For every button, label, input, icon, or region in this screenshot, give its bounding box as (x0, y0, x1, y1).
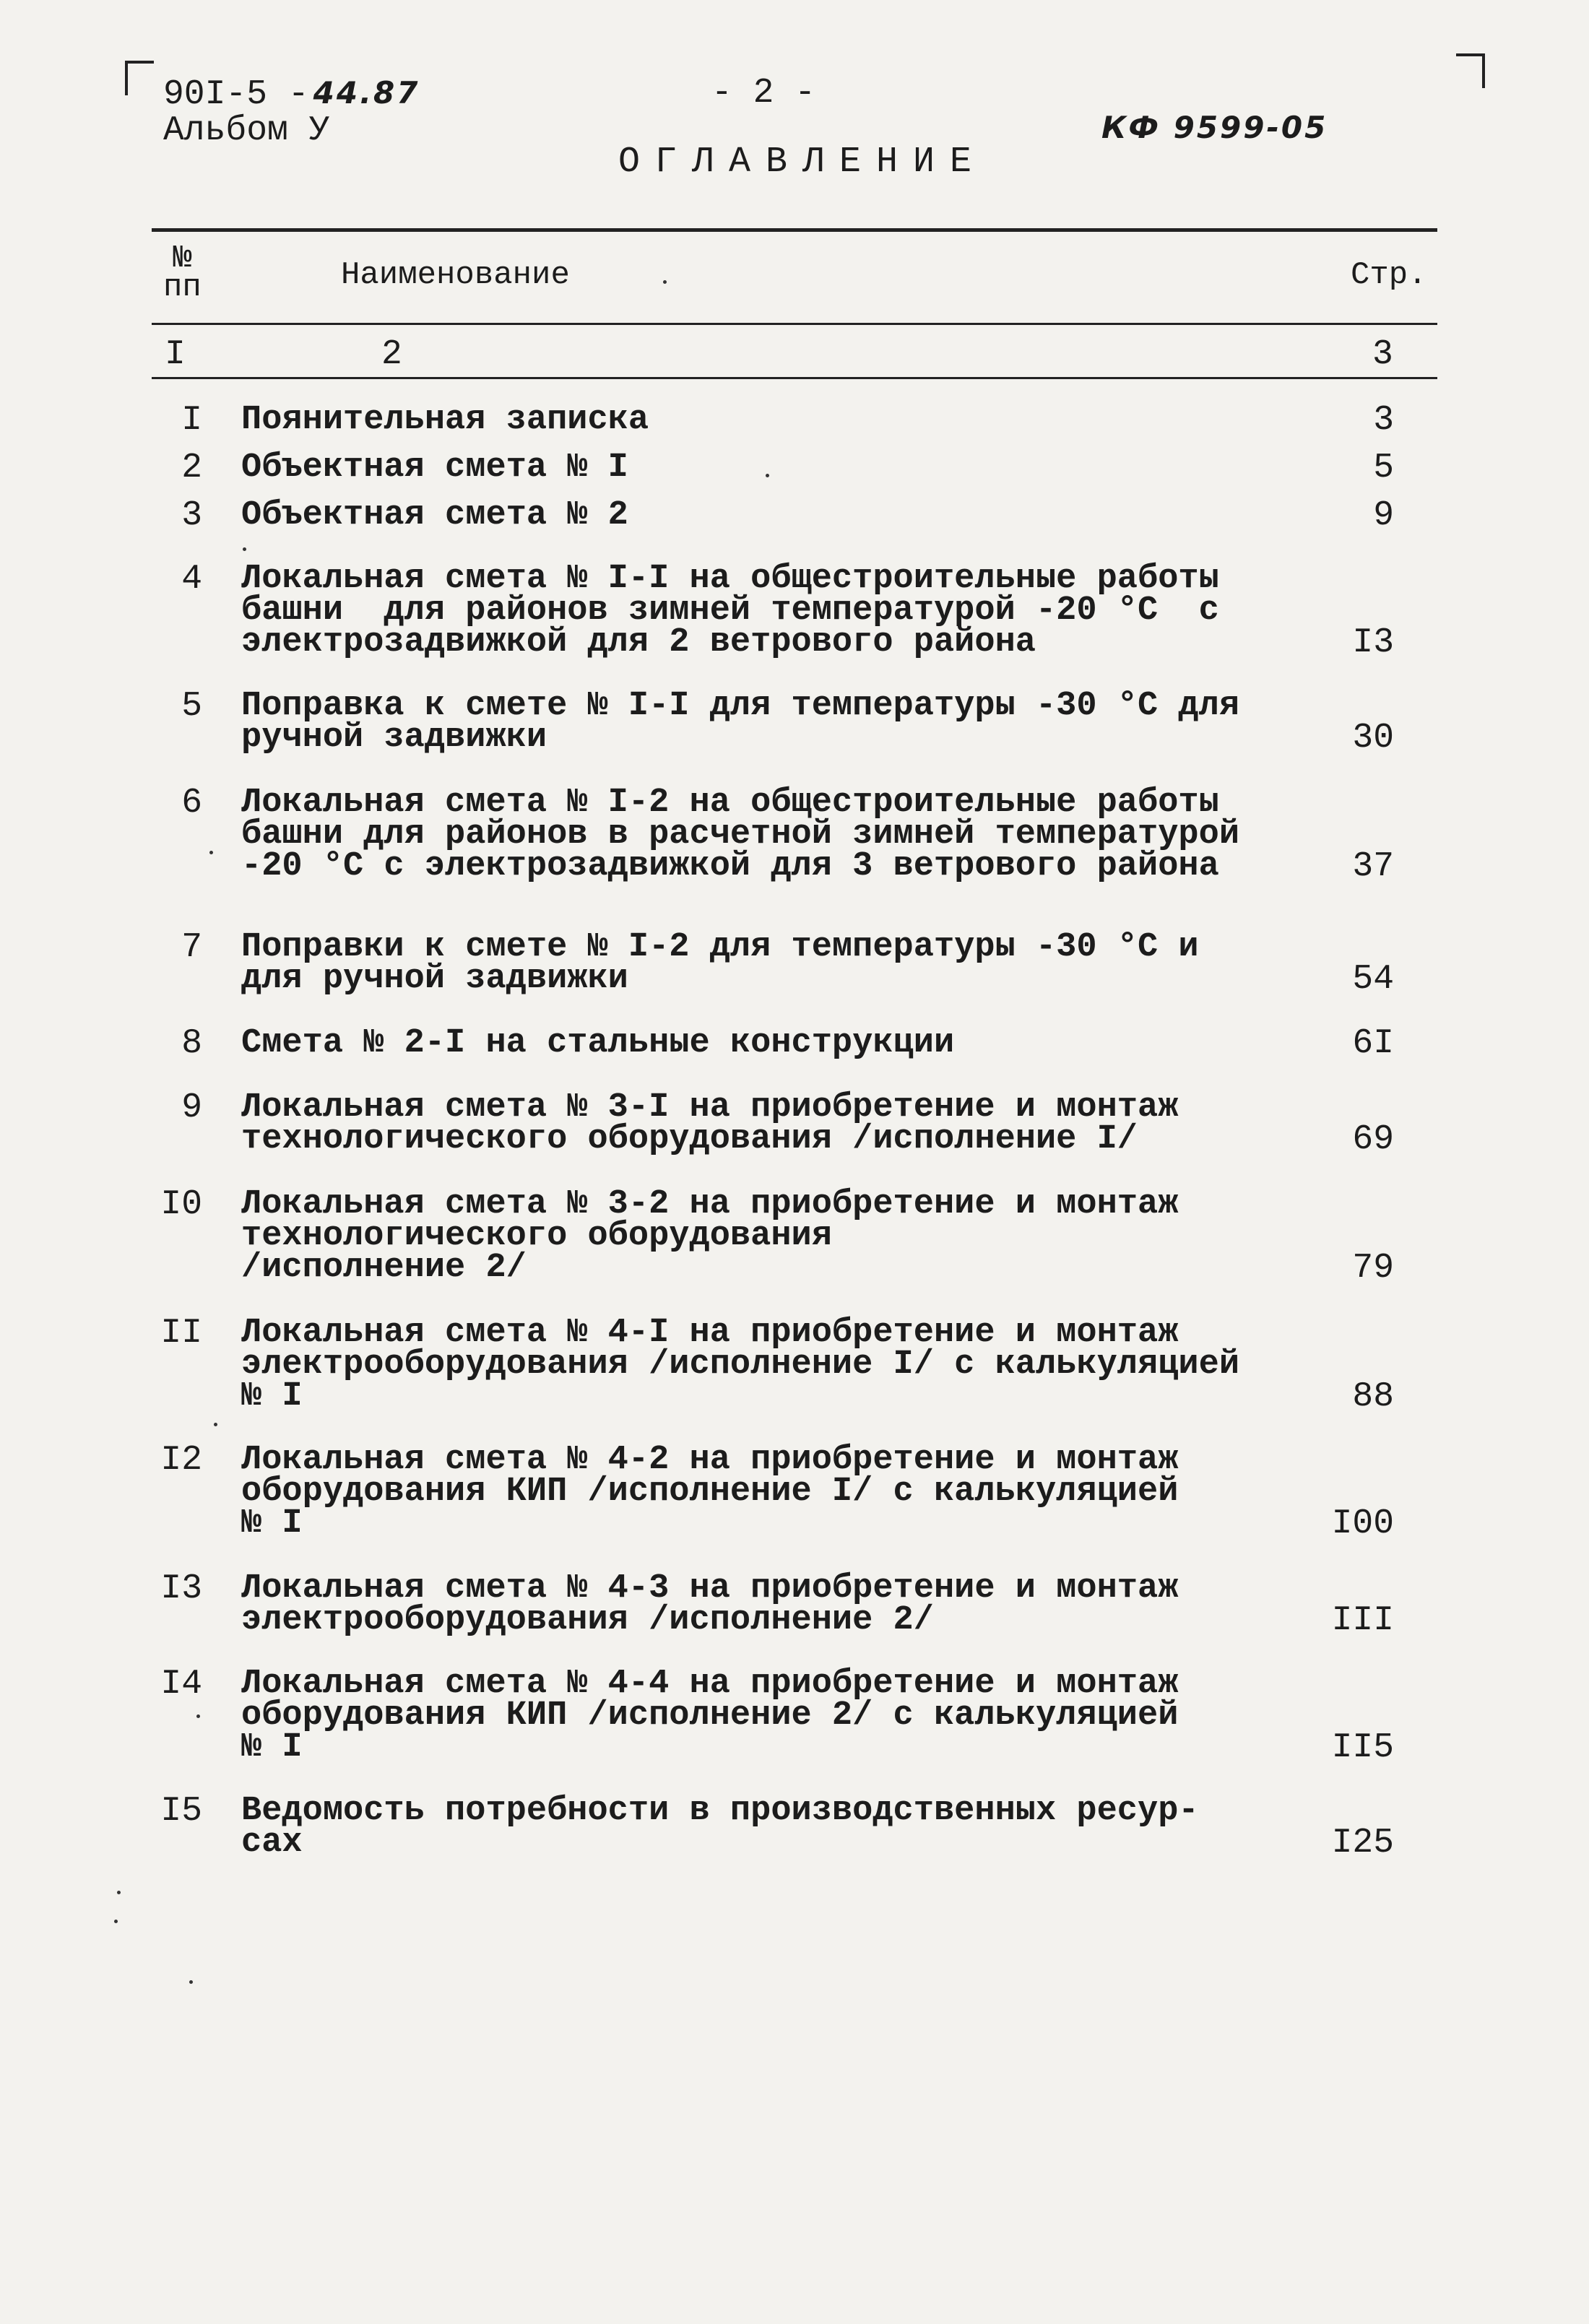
entry-title: Локальная смета № I-2 на общестроительные работы башни для районов в расчетной зимней температурой -20 °С с электрозадвижкой для 3 ветрового района (241, 784, 1240, 885)
entry-title: Локальная смета № I-I на общестроительные работы башни для районов зимней температурой -20 °С с электрозадвижкой для 2 ветрового района (241, 560, 1219, 662)
corner-mark-top-left (125, 61, 154, 95)
entry-title: Локальная смета № 3-2 на приобретение и монтаж технологического оборудования /исполнение 2/ (241, 1185, 1179, 1287)
entry-number: I5 (160, 1792, 202, 1831)
entry-title: Объектная смета № 2 (241, 496, 628, 534)
entry-page: 30 (1352, 719, 1394, 758)
col-name-header: Наименование (341, 257, 570, 293)
scan-speck (209, 851, 213, 854)
entry-number: 8 (181, 1024, 202, 1063)
entry-title: Локальная смета № 3-I на приобретение и монтаж технологического оборудования /исполнение I/ (241, 1088, 1179, 1158)
scan-speck (114, 1920, 118, 1923)
entry-number: 4 (181, 560, 202, 599)
entry-page: 3 (1373, 401, 1394, 440)
corner-mark-top-right (1456, 53, 1485, 88)
entry-number: I3 (160, 1569, 202, 1608)
entry-title: Смета № 2-I на стальные конструкции (241, 1024, 955, 1062)
entry-title: Ведомость потребности в производственных ресур- сах (241, 1792, 1199, 1862)
doc-code-typed: 90I-5 - (163, 75, 309, 114)
scan-speck (117, 1891, 121, 1894)
handwritten-stamp: КФ 9599-05 (1101, 110, 1328, 145)
entry-page: 88 (1352, 1377, 1394, 1416)
table-top-rule (152, 228, 1437, 232)
page-number: - 2 - (711, 74, 816, 113)
entry-page: III (1331, 1601, 1394, 1640)
entry-title: Поправка к смете № I-I для температуры -30 °С для ручной задвижки (241, 687, 1240, 757)
entry-page: I00 (1331, 1504, 1394, 1543)
entry-page: I25 (1331, 1824, 1394, 1863)
entry-page: 69 (1352, 1120, 1394, 1159)
scan-speck (196, 1714, 200, 1718)
scan-speck (189, 1980, 193, 1984)
entry-title: Локальная смета № 4-I на приобретение и монтаж электрооборудования /исполнение I/ с калькуляцией № I (241, 1314, 1240, 1415)
entry-page: 9 (1373, 496, 1394, 535)
entry-number: I4 (160, 1665, 202, 1704)
col-index-1: I (165, 335, 186, 374)
entry-number: 7 (181, 928, 202, 967)
doc-code-handwritten: 44.87 (313, 75, 420, 110)
col-num-header-line1: № (173, 240, 192, 277)
entry-page: I3 (1352, 623, 1394, 662)
scan-speck (663, 280, 667, 284)
col-num-header (163, 240, 202, 305)
col-num-header-line2: пп (163, 269, 202, 305)
scan-speck (214, 1423, 217, 1426)
entry-number: 6 (181, 784, 202, 823)
entry-number: 5 (181, 687, 202, 726)
entry-number: I0 (160, 1185, 202, 1224)
col-page-header: Стр. (1351, 257, 1427, 293)
col-index-3: 3 (1372, 335, 1393, 374)
scan-speck (766, 474, 769, 477)
entry-page: II5 (1331, 1728, 1394, 1767)
entry-number: I2 (160, 1441, 202, 1480)
table-header-rule (152, 323, 1437, 325)
doc-code (163, 75, 420, 114)
entry-page: 37 (1352, 847, 1394, 886)
entry-title: Объектная смета № I (241, 448, 628, 487)
entry-number: I (181, 401, 202, 440)
entry-page: 79 (1352, 1249, 1394, 1288)
entry-number: II (160, 1314, 202, 1353)
entry-title: Локальная смета № 4-2 на приобретение и монтаж оборудования КИП /исполнение I/ с калькуляцией № I (241, 1441, 1179, 1543)
page-title: ОГЛАВЛЕНИЕ (618, 142, 987, 183)
entry-title: Поправки к смете № I-2 для температуры -30 °С и для ручной задвижки (241, 928, 1199, 998)
entry-page: 5 (1373, 448, 1394, 487)
entry-number: 3 (181, 496, 202, 535)
album-label: Альбом У (163, 111, 330, 150)
entry-page: 54 (1352, 960, 1394, 999)
col-index-2: 2 (381, 335, 402, 374)
entry-title: Локальная смета № 4-4 на приобретение и монтаж оборудования КИП /исполнение 2/ с калькуляцией № I (241, 1665, 1179, 1766)
table-index-rule (152, 377, 1437, 379)
entry-number: 2 (181, 448, 202, 487)
entry-number: 9 (181, 1088, 202, 1127)
entry-title: Поянительная записка (241, 401, 649, 439)
entry-title: Локальная смета № 4-3 на приобретение и монтаж электрооборудования /исполнение 2/ (241, 1569, 1179, 1639)
scan-speck (243, 547, 246, 551)
entry-page: 6I (1352, 1024, 1394, 1063)
